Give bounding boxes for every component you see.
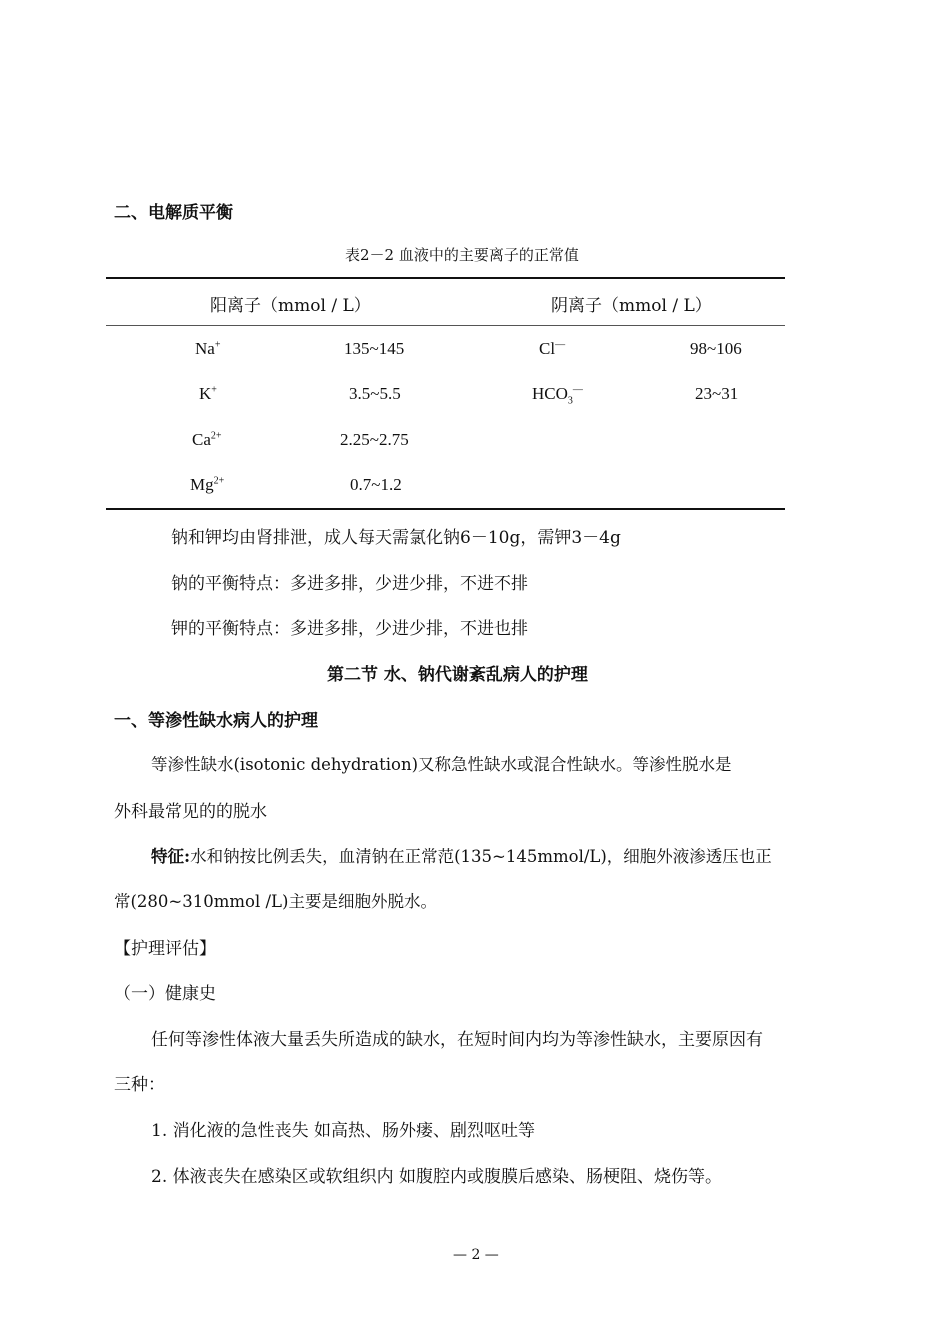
table-header-rule: [106, 325, 785, 326]
paragraph-line: 等渗性缺水(isotonic dehydration)又称急性缺水或混合性缺水。等渗性脱水是: [151, 755, 732, 774]
cation-header: 阳离子（mmol / L）: [210, 296, 371, 316]
cation-name: $Ca^{2+}$: [192, 430, 222, 449]
section-title: 第二节 水、钠代谢紊乱病人的护理: [327, 665, 588, 685]
anion-value: 23~31: [695, 384, 739, 403]
paragraph-line: 任何等渗性体液大量丢失所造成的缺水，在短时间内均为等渗性缺水，主要原因有: [151, 1030, 763, 1050]
anion-name: Cl—: [539, 339, 566, 358]
page-number: — 2 —: [453, 1247, 499, 1263]
paragraph-line: 三种：: [114, 1075, 165, 1095]
cation-name: K+: [199, 384, 217, 403]
feature-label: 特征:: [151, 847, 191, 866]
cation-name: $Mg^{2+}$: [190, 475, 225, 494]
sodium-potassium-line: 钠和钾均由肾排泄，成人每天需氯化钠6－10g，需钾3－4g: [171, 528, 621, 548]
list-item: 1. 消化液的急性丧失 如高热、肠外瘘、剧烈呕吐等: [151, 1121, 536, 1141]
anion-value: 98~106: [690, 339, 742, 358]
table-bottom-rule: [106, 508, 785, 510]
anion-name: $HCO_3^—$: [532, 384, 583, 407]
table-caption: 表2－2 血液中的主要离子的正常值: [345, 246, 579, 264]
anion-header: 阴离子（mmol / L）: [551, 296, 712, 316]
health-history-heading: （一）健康史: [114, 984, 216, 1004]
feature-line: 特征:水和钠按比例丢失，血清钠在正常范(135~145mmol/L)，细胞外液渗透压也正: [151, 847, 772, 866]
assessment-heading: 【护理评估】: [114, 939, 216, 959]
subsection-heading: 一、等渗性缺水病人的护理: [114, 711, 318, 731]
sodium-balance-line: 钠的平衡特点：多进多排，少进少排，不进不排: [171, 574, 528, 594]
cation-value: 3.5~5.5: [349, 384, 401, 403]
potassium-balance-line: 钾的平衡特点：多进多排，少进少排，不进也排: [171, 619, 528, 639]
cation-value: 0.7~1.2: [350, 475, 402, 494]
paragraph-line: 常(280~310mmol /L)主要是细胞外脱水。: [114, 892, 437, 911]
cation-value: 135~145: [344, 339, 405, 358]
list-item: 2. 体液丧失在感染区或软组织内 如腹腔内或腹膜后感染、肠梗阻、烧伤等。: [151, 1167, 723, 1187]
section-heading: 二、电解质平衡: [114, 203, 233, 223]
table-top-rule: [106, 277, 785, 279]
cation-name: Na+: [195, 339, 221, 358]
paragraph-line: 外科最常见的的脱水: [114, 802, 267, 822]
cation-value: 2.25~2.75: [340, 430, 409, 449]
